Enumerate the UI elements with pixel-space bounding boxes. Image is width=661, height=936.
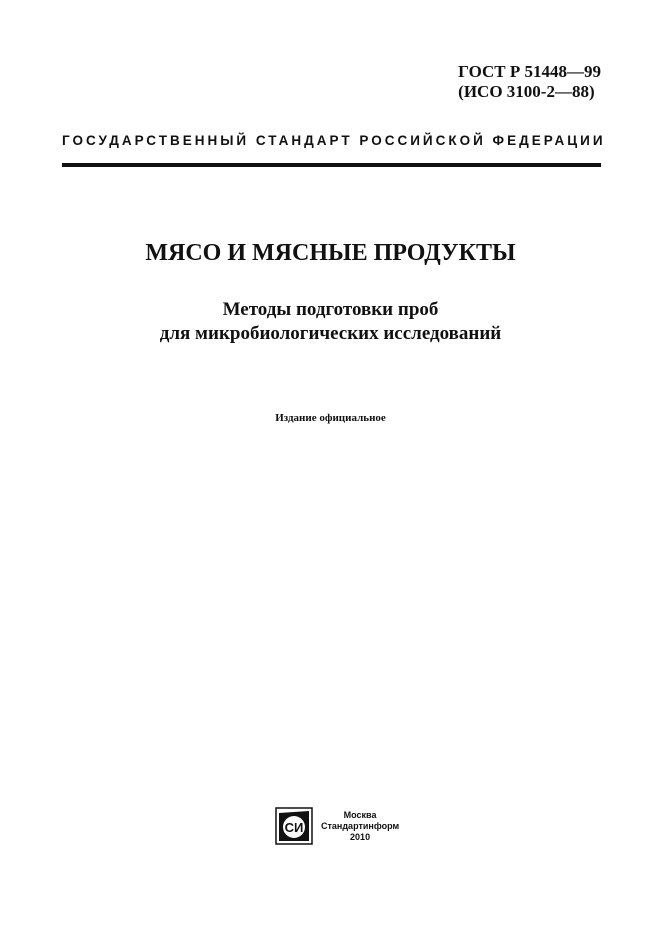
gost-number: ГОСТ Р 51448—99 — [458, 62, 601, 81]
state-standard-heading: ГОСУДАРСТВЕННЫЙ СТАНДАРТ РОССИЙСКОЙ ФЕДЕРАЦИИ — [62, 133, 606, 148]
iso-number: (ИСО 3100-2—88) — [458, 82, 595, 101]
standard-designation — [458, 62, 601, 102]
standartinform-logo-icon — [275, 807, 313, 845]
document-title: МЯСО И МЯСНЫЕ ПРОДУКТЫ — [145, 240, 516, 266]
logo-lettering: СИ — [284, 820, 304, 835]
publication-year: 2010 — [350, 831, 371, 842]
subtitle-line-1: Методы подготовки проб — [222, 299, 439, 320]
edition-label: Издание официальное — [275, 412, 386, 424]
subtitle-line-2: для микробиологических исследований — [159, 323, 502, 344]
publisher-name: Стандартинформ — [321, 820, 400, 831]
header-divider — [62, 163, 601, 167]
publisher-city: Москва — [343, 809, 377, 820]
publisher-block — [275, 807, 399, 845]
imprint — [321, 810, 399, 843]
document-subtitle — [0, 298, 661, 346]
